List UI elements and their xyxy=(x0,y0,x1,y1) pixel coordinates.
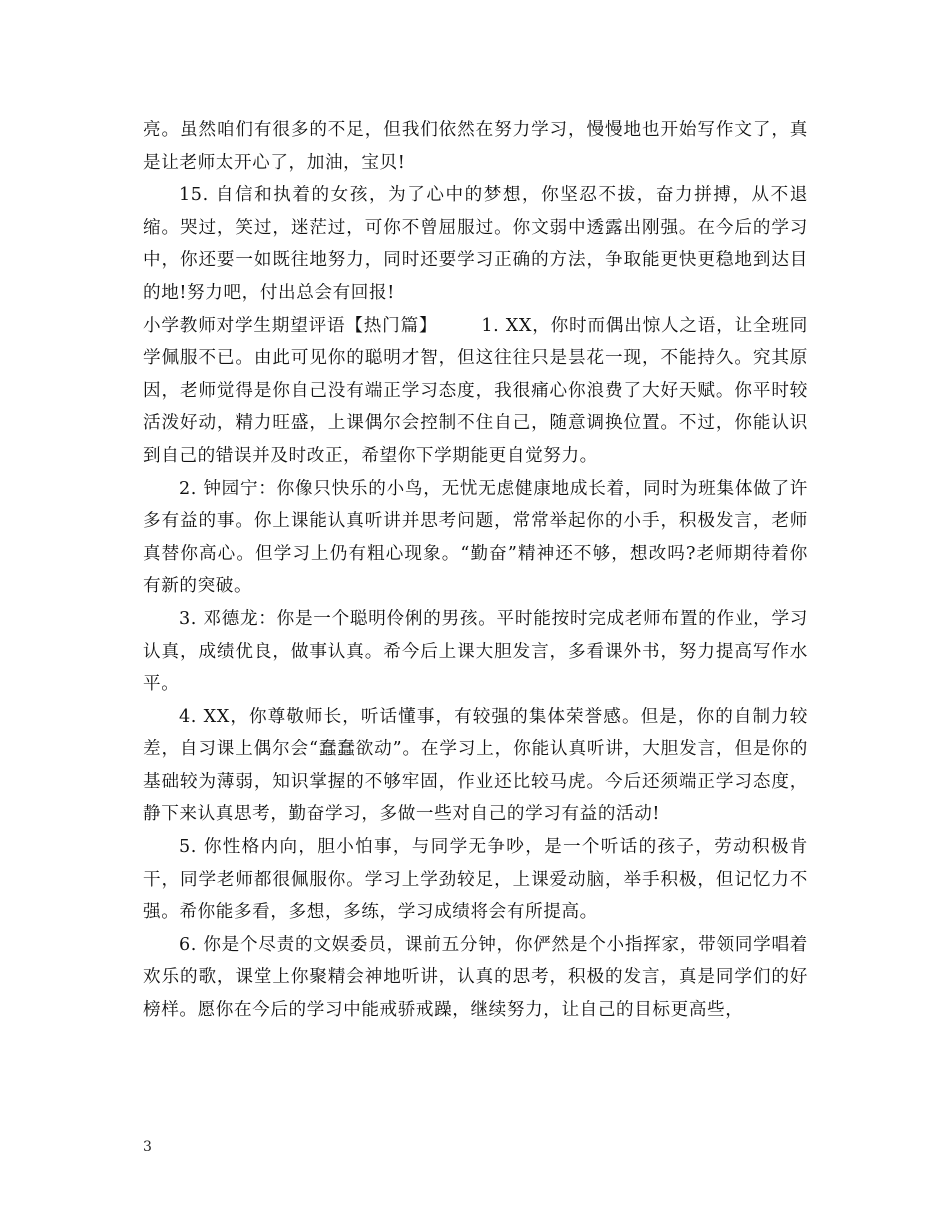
paragraph-item-5: 5. 你性格内向，胆小怕事，与同学无争吵，是一个听话的孩子，劳动积极肯干，同学老师都很佩服你。学习上学劲较足，上课爱动脑，举手积极，但记忆力不强。希你能多看，多想，多练，学习成绩将会有所提高。 xyxy=(143,837,808,923)
paragraph-item-4: 4. XX，你尊敬师长，听话懂事，有较强的集体荣誉感。但是，你的自制力较差，自习课上偶尔会“蠢蠢欲动”。在学习上，你能认真听讲，大胆发言，但是你的基础较为薄弱，知识掌握的不够牢固，作业还比较马虎。今后还须端正学习态度，静下来认真思考，勤奋学习，多做一些对自己的学习有益的活动! xyxy=(143,706,808,825)
paragraph-item-2: 2. 钟园宁：你像只快乐的小鸟，无忧无虑健康地成长着，同时为班集体做了许多有益的事。你上课能认真听讲并思考问题，常常举起你的小手，积极发言，老师真替你高心。但学习上仍有粗心现象。“勤奋”精神还不够，想改吗?老师期待着你有新的突破。 xyxy=(143,478,808,597)
paragraph-item-1: 1. XX，你时而偶出惊人之语，让全班同学佩服不已。由此可见你的聪明才智，但这往往只是昙花一现，不能持久。究其原因，老师觉得是你自己没有端正学习态度，我很痛心你浪费了大好天赋。你平时较活泼好动，精力旺盛，上课偶尔会控制不住自己，随意调换位置。不过，你能认识到自己的错误并及时改正，希望你下学期能更自觉努力。 xyxy=(143,315,808,466)
paragraph-continued: 亮。虽然咱们有很多的不足，但我们依然在努力学习，慢慢地也开始写作文了，真是让老师太开心了，加油，宝贝! xyxy=(143,120,808,173)
paragraph-item-3: 3. 邓德龙：你是一个聪明伶俐的男孩。平时能按时完成老师布置的作业，学习认真，成绩优良，做事认真。希今后上课大胆发言，多看课外书，努力提高写作水平。 xyxy=(143,608,808,695)
document-body xyxy=(143,114,808,1027)
page-number: 3 xyxy=(143,1139,152,1155)
section-paragraph xyxy=(143,310,808,473)
paragraph-item-6: 6. 你是个尽责的文娱委员，课前五分钟，你俨然是个小指挥家，带领同学唱着欢乐的歌，课堂上你聚精会神地听讲，认真的思考，积极的发言，真是同学们的好榜样。愿你在今后的学习中能戒骄戒躁，继续努力，让自己的目标更高些， xyxy=(143,934,808,1021)
paragraph-item-15: 15. 自信和执着的女孩，为了心中的梦想，你坚忍不拔，奋力拼搏，从不退缩。哭过，笑过，迷茫过，可你不曾屈服过。你文弱中透露出刚强。在今后的学习中，你还要一如既往地努力，同时还要学习正确的方法，争取能更快更稳地到达目的地!努力吧，付出总会有回报! xyxy=(143,185,808,303)
section-heading: 小学教师对学生期望评语【热门篇】 xyxy=(143,315,438,336)
